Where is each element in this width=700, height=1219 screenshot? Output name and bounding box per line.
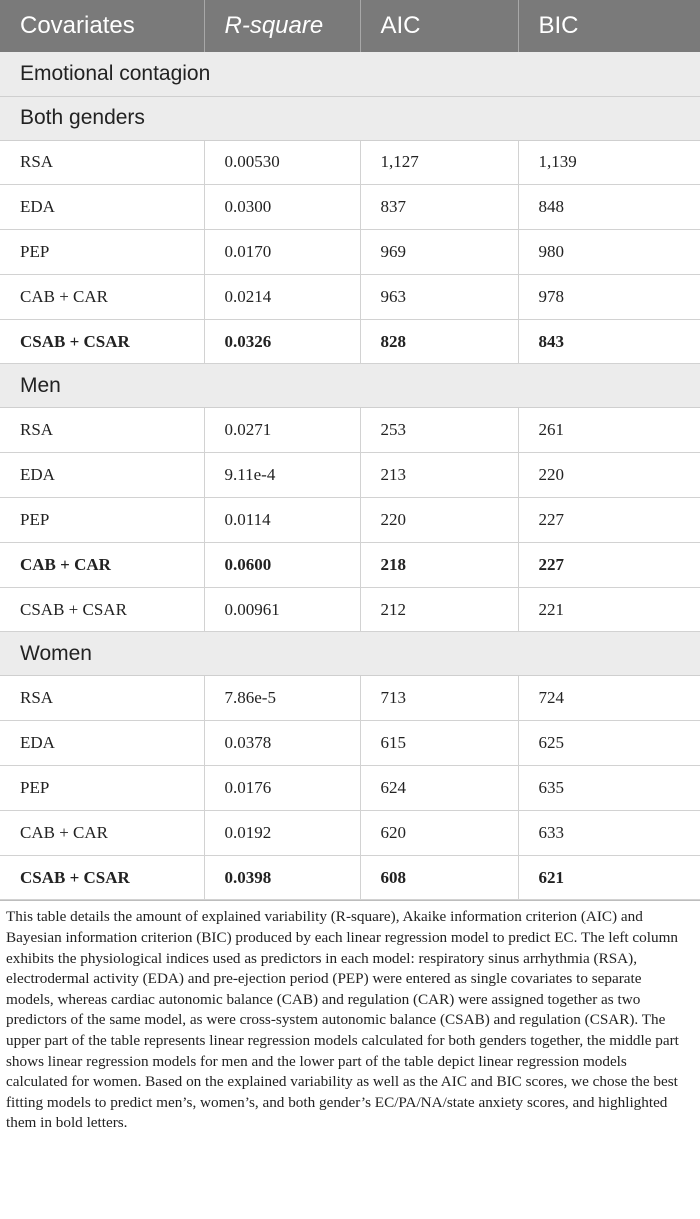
section-label-main: Emotional contagion [0, 52, 700, 96]
cell-aic: 828 [360, 319, 518, 364]
cell-r-square: 0.0214 [204, 274, 360, 319]
cell-aic: 963 [360, 274, 518, 319]
table-row [0, 185, 700, 230]
cell-bic: 227 [518, 542, 700, 587]
cell-r-square: 0.00530 [204, 140, 360, 185]
table-row [0, 140, 700, 185]
cell-bic: 848 [518, 185, 700, 230]
cell-aic: 837 [360, 185, 518, 230]
cell-r-square: 0.0300 [204, 185, 360, 230]
cell-aic: 212 [360, 587, 518, 632]
cell-covariate: CSAB + CSAR [0, 319, 204, 364]
cell-covariate: RSA [0, 676, 204, 721]
table-row [0, 319, 700, 364]
cell-bic: 980 [518, 230, 700, 275]
cell-bic: 1,139 [518, 140, 700, 185]
cell-r-square: 0.0398 [204, 855, 360, 900]
table-row [0, 766, 700, 811]
cell-r-square: 0.0326 [204, 319, 360, 364]
header-r-square [204, 0, 360, 52]
group-header-row [0, 364, 700, 408]
cell-aic: 608 [360, 855, 518, 900]
header-aic: AIC [360, 0, 518, 52]
cell-covariate: CAB + CAR [0, 542, 204, 587]
table-footnote: This table details the amount of explained variability (R-square), Akaike information criterion (AIC) and Bayesian information criterion (BIC) produced by each linear regression model to predict EC. The left column exhibits the physiological indices used as predictors in each model: respiratory sinus arrhythmia (RSA), electrodermal activity (EDA) and pre-ejection period (PEP) were entered as single covariates to separate models, whereas cardiac autonomic balance (CAB) and regulation (CAR) were assigned together as two predictors of the same model, as were cross-system autonomic balance (CSAB) and regulation (CSAR). The upper part of the table represents linear regression models calculated for both genders together, the middle part shows linear regression models for men and the lower part of the table depict linear regression models calculated for women. Based on the explained variability as well as the AIC and BIC scores, we chose the best fitting models to predict men’s, women’s, and both gender’s EC/PA/NA/state anxiety scores, and highlighted them in bold letters. [0, 900, 700, 1134]
cell-covariate: CAB + CAR [0, 274, 204, 319]
cell-r-square: 0.0192 [204, 810, 360, 855]
table-body [0, 52, 700, 900]
cell-covariate: EDA [0, 721, 204, 766]
cell-bic: 261 [518, 408, 700, 453]
cell-covariate: PEP [0, 766, 204, 811]
table-row [0, 408, 700, 453]
cell-aic: 969 [360, 230, 518, 275]
cell-aic: 624 [360, 766, 518, 811]
cell-aic: 620 [360, 810, 518, 855]
cell-bic: 227 [518, 498, 700, 543]
table-row [0, 498, 700, 543]
group-label: Women [0, 632, 700, 676]
table-row [0, 274, 700, 319]
cell-bic: 221 [518, 587, 700, 632]
cell-covariate: CSAB + CSAR [0, 855, 204, 900]
cell-r-square: 0.0600 [204, 542, 360, 587]
cell-bic: 621 [518, 855, 700, 900]
cell-bic: 724 [518, 676, 700, 721]
cell-bic: 633 [518, 810, 700, 855]
cell-covariate: CAB + CAR [0, 810, 204, 855]
cell-r-square: 9.11e-4 [204, 453, 360, 498]
cell-r-square: 0.0114 [204, 498, 360, 543]
cell-covariate: PEP [0, 230, 204, 275]
cell-r-square: 0.0378 [204, 721, 360, 766]
section-row-main [0, 52, 700, 96]
group-header-row [0, 96, 700, 140]
header-bic: BIC [538, 12, 579, 39]
group-header-row [0, 632, 700, 676]
cell-bic: 978 [518, 274, 700, 319]
table-row [0, 542, 700, 587]
table-row [0, 810, 700, 855]
table-row [0, 453, 700, 498]
group-label: Men [0, 364, 700, 408]
cell-bic: 843 [518, 319, 700, 364]
cell-r-square: 0.0271 [204, 408, 360, 453]
cell-covariate: RSA [0, 408, 204, 453]
cell-aic: 615 [360, 721, 518, 766]
header-r-square-text: R-square [224, 12, 324, 39]
cell-covariate: CSAB + CSAR [0, 587, 204, 632]
cell-covariate: PEP [0, 498, 204, 543]
cell-bic: 220 [518, 453, 700, 498]
table-row [0, 676, 700, 721]
cell-r-square: 7.86e-5 [204, 676, 360, 721]
cell-aic: 1,127 [360, 140, 518, 185]
table-row [0, 230, 700, 275]
table-row [0, 587, 700, 632]
cell-covariate: RSA [0, 140, 204, 185]
cell-r-square: 0.0176 [204, 766, 360, 811]
group-label: Both genders [0, 96, 700, 140]
table-row [0, 721, 700, 766]
header-covariates: Covariates [0, 0, 204, 52]
table-row [0, 855, 700, 900]
cell-aic: 713 [360, 676, 518, 721]
cell-bic: 635 [518, 766, 700, 811]
cell-aic: 253 [360, 408, 518, 453]
cell-aic: 213 [360, 453, 518, 498]
cell-r-square: 0.00961 [204, 587, 360, 632]
header-row [0, 0, 700, 52]
cell-bic: 625 [518, 721, 700, 766]
cell-aic: 220 [360, 498, 518, 543]
cell-covariate: EDA [0, 453, 204, 498]
cell-covariate: EDA [0, 185, 204, 230]
table-header [0, 0, 700, 52]
cell-aic: 218 [360, 542, 518, 587]
cell-r-square: 0.0170 [204, 230, 360, 275]
